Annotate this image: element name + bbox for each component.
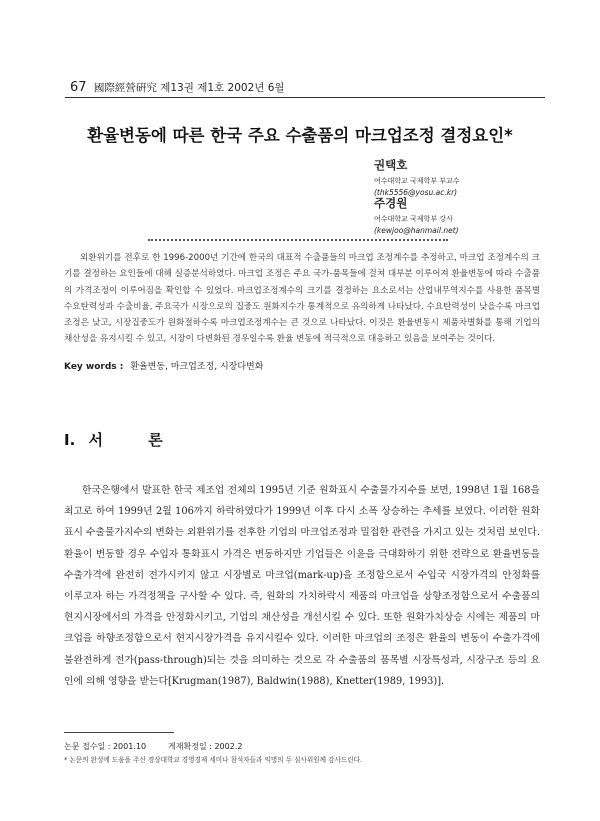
footnote-rule — [64, 732, 174, 733]
author-email: (thk5556@yosu.ac.kr) — [374, 188, 458, 197]
footnote-acknowledgement: * 논문의 완성에 도움을 주신 경상대학교 경영경제 세미나 참석자들과 익명의 두 심사위원께 감사드린다. — [64, 756, 363, 764]
section-title: 서 론 — [88, 431, 183, 449]
body-paragraph: 한국은행에서 발표한 한국 제조업 전체의 1995년 기준 원화표시 수출물가지수를 보면, 1998년 1월 168을 최고로 하여 1999년 2월 106까지 하락하였다가 1999년 이후 다시 소폭 상승하는 추세를 보였다. 이러한 원화표시 수출물가지수의 변화는 외환위기를 전후한 기업의 마크업조정과 밀접한 관련을 가지고 있는 것처럼 보인다. 환율이 변동할 경우 수입자 통화표시 가격은 변동하지만 기업들은 이윤을 극대화하기 위한 전략으로 환율변동을 수출가격에 완전히 전가시키지 않고 시장별로 마크업(mark-up)을 조정함으로서 수입국 시장가격의 안정화를 이루고자 하는 가격정책을 구사할 수 있다. 즉, 원화의 가치하락시 제품의 마크업을 상향조정함으로서 수출품의 현지시장에서의 가격을 안정화시키고, 기업의 채산성을 개선시킬 수 있다. 또한 원화가치상승 시에는 제품의 마크업을 하향조정함으로서 현지시장가격을 유지시킬수 있다. 이러한 마크업의 조정은 환율의 변동이 수출가격에 불완전하게 전가(pass-through)되는 것을 의미하는 것으로 각 수출품의 품목별 시장특성과, 시장구조 등의 요인에 의해 영향을 받는다[Krugman(1987), Baldwin(1988), Knetter(1989, 1993)]. — [64, 485, 540, 687]
keywords-label: Key words : — [64, 362, 124, 372]
author-name: 권택호 — [374, 158, 408, 172]
section-heading — [64, 429, 183, 450]
abstract-divider — [148, 239, 448, 241]
section-number: Ⅰ. — [64, 431, 76, 449]
journal-issue: 제13권 제1호 2002년 6월 — [160, 82, 285, 94]
accepted-date: 게재확정일 : 2002.2 — [168, 742, 243, 751]
running-header — [70, 80, 540, 95]
header-rule — [65, 97, 545, 98]
author-name: 주경원 — [374, 196, 408, 210]
keywords — [64, 359, 540, 372]
author-affiliation: 여수대학교 국제학부 강사 — [374, 215, 453, 223]
keywords-value: 환율변동, 마크업조정, 시장다변화 — [130, 362, 264, 372]
abstract: 외환위기를 전후로 한 1996-2000년 기간에 한국의 대표적 수출품들의 마크업 조정계수를 추정하고, 마크업 조정계수의 크기를 결정하는 요인들에 대해 실증분석하였다. 마크업 조정은 주요 국가-품목들에 걸쳐 대부분 이루어져 환율변동에 따라 수출품의 가격조정이 이루어짐을 확인할 수 있었다. 마크업조정계수의 크기를 결정하는 요소로서는 산업내무역지수를 사용한 품목별 수요탄력성과 수출비율, 주요국가 시장으로의 집중도 원화지수가 통계적으로 유의하게 나타났다. 수요탄력성이 낮을수록 마크업 조정은 낮고, 시장집중도가 원화절하수록 마크업조정계수는 큰 것으로 나타났다. 이것은 환율변동시 제품차별화를 통해 기업의 채산성을 유지시킬 수 있고, 시장이 다변화된 경우일수록 환율 변동에 적극적으로 대응하고 있음을 보여주는 것이다. — [64, 253, 540, 345]
paper-title: 환율변동에 따른 한국 주요 수출품의 마크업조정 결정요인* — [87, 126, 513, 145]
author-block — [374, 157, 574, 197]
journal-name: 國際經營硏究 — [93, 82, 157, 94]
footnote-dates — [64, 741, 540, 752]
author-email: (kewjoo@hanmail.net) — [374, 226, 459, 235]
page-number: 67 — [70, 80, 87, 95]
author-block — [374, 195, 574, 235]
received-date: 논문 접수일 : 2001.10 — [64, 742, 147, 751]
author-affiliation: 여수대학교 국제학부 부교수 — [374, 177, 460, 185]
